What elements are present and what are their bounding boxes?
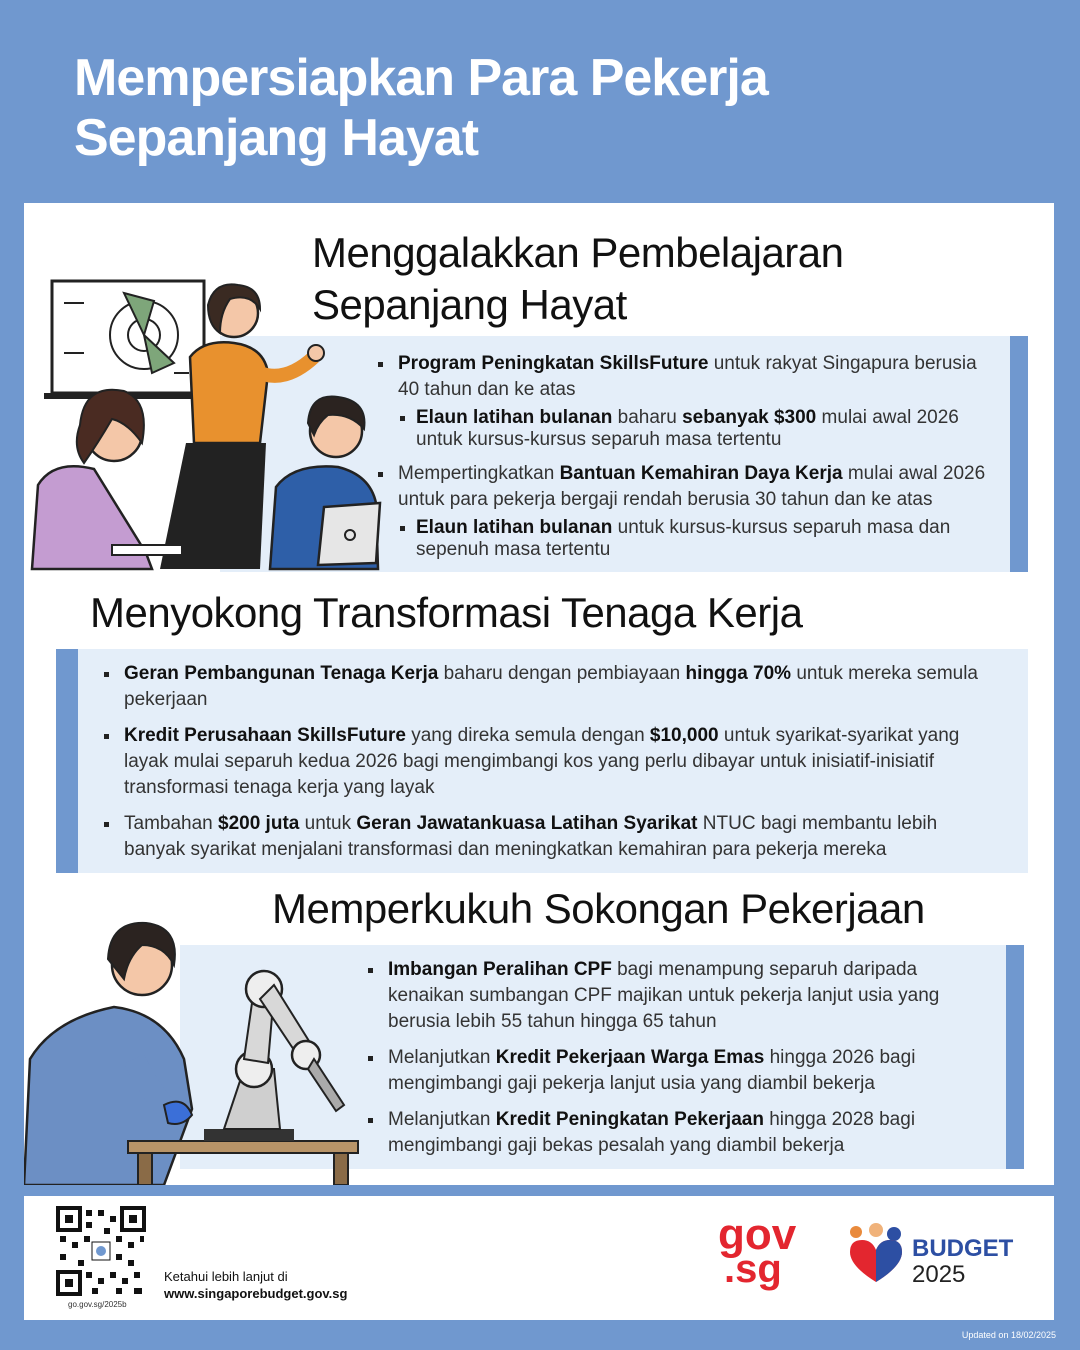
bold-text: Bantuan Kemahiran Daya Kerja [559,463,843,484]
budget-heart-icon [846,1222,906,1284]
body-text: mulai awal 2026 untuk kursus-kursus separuh masa tertentu [416,407,959,450]
website-link[interactable]: www.singaporebudget.gov.sg [164,1286,348,1301]
bold-text: Kredit Pekerjaan Warga Emas [495,1047,765,1068]
list-item [102,661,1002,713]
body-text: untuk [299,813,357,834]
list-item [376,461,986,561]
body-text: hingga 2028 bagi mengimbangi gaji bekas pesalah yang diambil bekerja [388,1109,916,1156]
budget-logo-text [912,1236,1013,1288]
section-1-title-line-2: Sepanjang Hayat [312,281,627,328]
technician-robot-illustration [24,909,364,1185]
bold-text: hingga 70% [685,663,792,684]
sub-list-item [398,517,986,561]
list-item [366,1107,996,1159]
section-1-title-line-1: Menggalakkan Pembelajaran [312,229,844,276]
bold-text: Kredit Peningkatan Pekerjaan [495,1109,764,1130]
qr-code[interactable] [56,1206,146,1296]
section-1-list [376,351,986,561]
body-text: NTUC bagi membantu lebih banyak syarikat menjalani transformasi dan meningkatkan kemahiran para pekerja mereka [124,813,938,860]
budget-year: 2025 [912,1261,966,1288]
student-woman-figure [32,390,182,569]
section-1-list-container [376,351,986,571]
sub-list [398,407,986,451]
body-text: hingga 2026 bagi mengimbangi gaji pekerja lanjut usia yang diambil bekerja [388,1047,916,1094]
list-item [376,351,986,451]
section-2-accent-bar [56,649,78,873]
body-text: baharu [612,407,683,428]
section-3-list-container [366,957,996,1169]
sub-list-item [398,407,986,451]
budget-label: BUDGET [912,1235,1014,1262]
body-text: mulai awal 2026 untuk para pekerja bergaji rendah berusia 30 tahun dan ke atas [398,463,986,510]
body-text: yang direka semula dengan [405,725,650,746]
bold-text: $10,000 [649,725,719,746]
footer [24,1196,1054,1320]
robot-arm [224,971,344,1129]
bold-text: Program Peningkatan SkillsFuture [398,353,709,374]
body-text: bagi menampung separuh daripada kenaikan sumbangan CPF majikan untuk pekerja lanjut usia yang berusia lebih 55 tahun hingga 65 tahun [388,959,940,1032]
section-3-list [366,957,996,1159]
bold-text: $200 juta [218,813,300,834]
sub-list [398,517,986,561]
bold-text: Elaun latihan bulanan [416,517,613,538]
title-line-1: Mempersiapkan Para Pekerja [74,49,768,107]
student-man-figure [270,397,380,569]
gov-sg-logo [718,1210,797,1291]
body-text: Melanjutkan [388,1109,496,1130]
gov-logo-top: gov [718,1210,797,1259]
updated-date: Updated on 18/02/2025 [961,1330,1056,1340]
body-text: baharu dengan pembiayaan [438,663,686,684]
body-text: Melanjutkan [388,1047,496,1068]
more-info [164,1268,347,1302]
bold-text: Imbangan Peralihan CPF [388,959,612,980]
bold-text: Geran Jawatankuasa Latihan Syarikat [356,813,698,834]
body-text: Mempertingkatkan [398,463,560,484]
page-title [74,48,768,168]
list-item [102,811,1002,863]
content-card [24,203,1054,1185]
more-info-label: Ketahui lebih lanjut di [164,1269,288,1284]
section-3-accent-bar [1006,945,1024,1169]
workbench [128,1141,358,1153]
section-1-accent-bar [1010,336,1028,572]
list-item [102,723,1002,801]
classroom-illustration [24,273,394,573]
gov-logo-bottom: .sg [724,1247,782,1291]
bold-text: Geran Pembangunan Tenaga Kerja [124,663,439,684]
list-item [366,1045,996,1097]
title-line-2: Sepanjang Hayat [74,109,479,167]
section-2-list-container [102,661,1002,873]
body-text: untuk mereka semula pekerjaan [124,663,978,710]
bold-text: sebanyak $300 [682,407,817,428]
section-2-title: Menyokong Transformasi Tenaga Kerja [90,589,803,636]
body-text: untuk syarikat-syarikat yang layak mulai separuh kedua 2026 bagi mengimbangi kos yang perlu dibayar untuk inisiatif-inisiatif transformasi tenaga kerja yang layak [124,725,960,798]
body-text: untuk kursus-kursus separuh masa dan sepenuh masa tertentu [416,517,951,560]
bold-text: Kredit Perusahaan SkillsFuture [124,725,406,746]
qr-caption: go.gov.sg/2025b [68,1300,127,1309]
bold-text: Elaun latihan bulanan [416,407,613,428]
list-item [366,957,996,1035]
body-text: Tambahan [124,813,219,834]
section-3-title: Memperkukuh Sokongan Pekerjaan [272,885,925,932]
section-2-list [102,661,1002,863]
body-text: untuk rakyat Singapura berusia 40 tahun dan ke atas [398,353,977,400]
